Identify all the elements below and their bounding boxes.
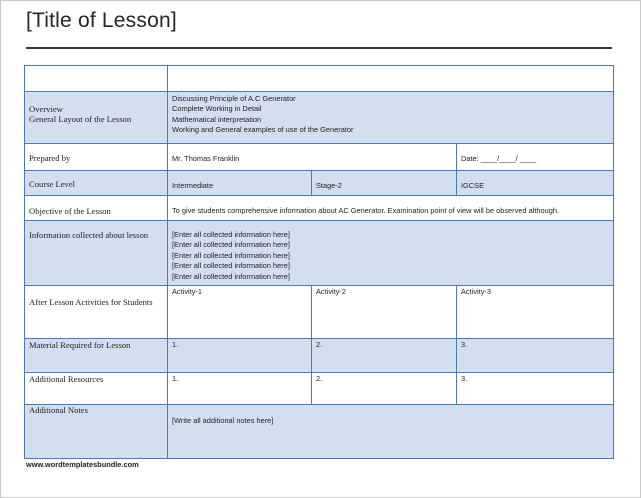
- information-label: Information collected about lesson: [29, 230, 149, 240]
- course-level-cell[interactable]: [167, 170, 311, 195]
- table-bottom-border: [24, 458, 614, 459]
- date-cell[interactable]: [456, 143, 614, 170]
- information-label-cell: [24, 220, 167, 285]
- objective-value-cell[interactable]: [167, 195, 614, 220]
- notes-label-cell: [24, 404, 167, 458]
- resource-cell[interactable]: [167, 372, 311, 404]
- overview-label-line: Overview: [29, 104, 63, 114]
- material-item: 2.: [316, 340, 323, 349]
- prepared-by-value: Mr. Thomas Franklin: [172, 154, 240, 163]
- information-item: [Enter all collected information here]: [172, 240, 290, 250]
- course-level-value: Intermediate: [172, 181, 214, 190]
- header-blank-value-cell: [167, 65, 614, 91]
- date-field: Date: ____/____/ ____: [461, 154, 537, 163]
- prepared-by-value-cell[interactable]: [167, 143, 456, 170]
- overview-item: Mathematical interpretation: [172, 114, 262, 124]
- activity-label: Activity-2: [316, 287, 346, 296]
- information-item: [Enter all collected information here]: [172, 230, 290, 239]
- resources-label: Additional Resources: [29, 374, 104, 384]
- notes-value-cell[interactable]: [167, 404, 614, 458]
- course-stage-cell[interactable]: [311, 170, 456, 195]
- resource-item: 1.: [172, 374, 179, 383]
- overview-item: Working and General examples of use of the Generator: [172, 125, 354, 135]
- material-cell[interactable]: [311, 338, 456, 372]
- information-item: [Enter all collected information here]: [172, 271, 290, 281]
- objective-label-cell: [24, 195, 167, 220]
- table-right-border: [613, 65, 614, 458]
- activity-label: Activity-3: [461, 287, 491, 296]
- resource-item: 2.: [316, 374, 323, 383]
- activities-label-cell: [24, 285, 167, 338]
- material-cell[interactable]: [167, 338, 311, 372]
- course-program-value: IGCSE: [461, 181, 484, 190]
- activity-cell[interactable]: [167, 285, 311, 338]
- header-blank-label-cell: [24, 65, 167, 91]
- footer-website: www.wordtemplatesbundle.com: [26, 460, 139, 469]
- information-item: [Enter all collected information here]: [172, 261, 290, 271]
- material-item: 1.: [172, 340, 179, 349]
- overview-label-cell: [24, 91, 167, 143]
- prepared-by-label: Prepared by: [29, 153, 71, 163]
- activity-cell[interactable]: [311, 285, 456, 338]
- resource-item: 3.: [461, 374, 468, 383]
- information-item: [Enter all collected information here]: [172, 250, 290, 260]
- course-level-label: Course Level: [29, 179, 76, 189]
- course-level-label-cell: [24, 170, 167, 195]
- prepared-by-label-cell: [24, 143, 167, 170]
- course-stage-value: Stage-2: [316, 181, 342, 190]
- activities-label: After Lesson Activities for Students: [29, 297, 153, 307]
- resource-cell[interactable]: [311, 372, 456, 404]
- resources-label-cell: [24, 372, 167, 404]
- course-program-cell[interactable]: [456, 170, 614, 195]
- material-label: Material Required for Lesson: [29, 340, 131, 350]
- material-cell[interactable]: [456, 338, 614, 372]
- material-label-cell: [24, 338, 167, 372]
- material-item: 3.: [461, 340, 468, 349]
- notes-value: [Write all additional notes here]: [172, 416, 274, 425]
- page-title[interactable]: [Title of Lesson]: [26, 9, 177, 32]
- title-divider: [26, 47, 612, 49]
- overview-item: Complete Working in Detail: [172, 104, 262, 114]
- information-value-cell[interactable]: [167, 220, 614, 285]
- activity-label: Activity-1: [172, 287, 202, 296]
- notes-label: Additional Notes: [29, 405, 88, 415]
- overview-value-cell[interactable]: [167, 91, 614, 143]
- activity-cell[interactable]: [456, 285, 614, 338]
- overview-item: Discussing Principle of A.C Generator: [172, 94, 296, 103]
- resource-cell[interactable]: [456, 372, 614, 404]
- objective-label: Objective of the Lesson: [29, 206, 111, 216]
- overview-label-line: General Layout of the Lesson: [29, 114, 132, 125]
- objective-value: To give students comprehensive information about AC Generator. Examination point of view will be observed although.: [172, 206, 559, 215]
